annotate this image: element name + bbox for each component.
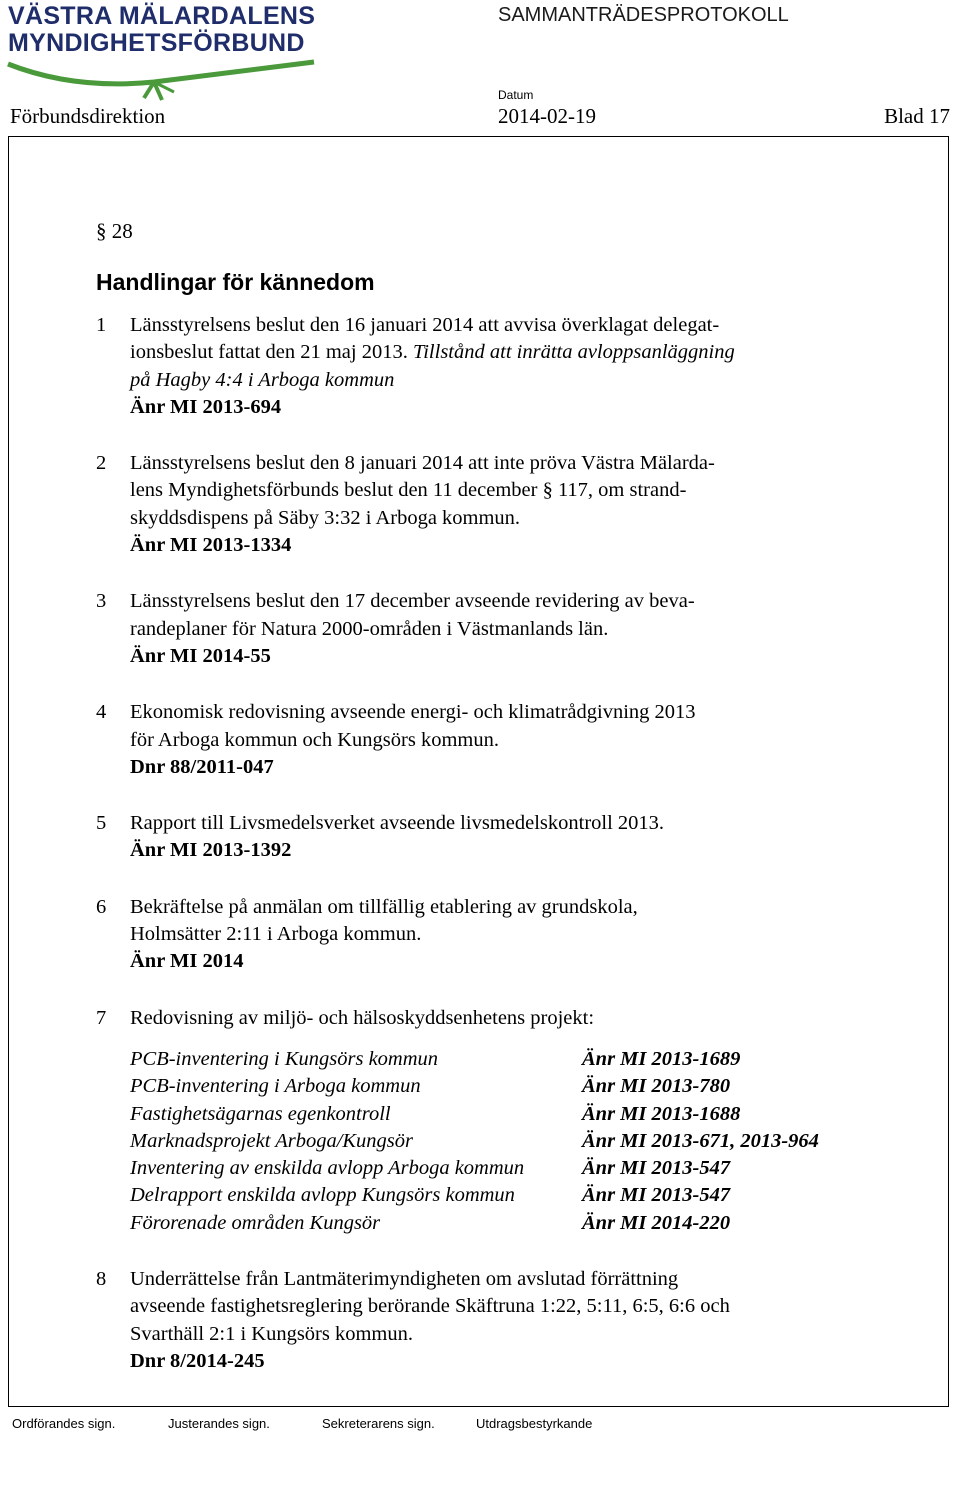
item-text-line: för Arboga kommun och Kungsörs kommun. [130, 728, 499, 751]
project-row [130, 1182, 819, 1209]
item-text-line: lens Myndighetsförbunds beslut den 11 december § 117, om strand- [130, 479, 687, 502]
item-text-line: Holmsätter 2:11 i Arboga kommun. [130, 923, 422, 946]
project-row [130, 1128, 819, 1155]
project-reference: Änr MI 2013-547 [582, 1157, 731, 1180]
section-title: Handlingar för kännedom [96, 269, 375, 295]
project-name: Förorenade områden Kungsör [130, 1211, 381, 1234]
organization-logo [4, 0, 324, 100]
project-row [130, 1101, 819, 1128]
item-body [130, 450, 870, 559]
item-number: 2 [96, 452, 107, 475]
item-text-line: Rapport till Livsmedelsverket avseende livsmedelskontroll 2013. [130, 812, 665, 835]
project-row [130, 1210, 819, 1237]
item-text-line: Bekräftelse på anmälan om tillfällig etablering av grundskola, [130, 895, 638, 918]
date-value: 2014-02-19 [498, 104, 596, 128]
list-item [96, 312, 896, 421]
item-reference: Dnr 88/2011-047 [130, 755, 274, 778]
list-item [96, 810, 896, 865]
project-name: Inventering av enskilda avlopp Arboga kommun [130, 1157, 525, 1180]
project-row [130, 1155, 819, 1182]
item-body [130, 699, 870, 781]
extract-certification-label: Utdragsbestyrkande [476, 1416, 593, 1431]
document-type: SAMMANTRÄDESPROTOKOLL [498, 4, 789, 26]
chair-signature-label: Ordförandes sign. [12, 1416, 116, 1431]
project-name: PCB-inventering i Arboga kommun [130, 1075, 421, 1098]
logo-swoosh-icon [4, 56, 324, 104]
item-italic-line: på Hagby 4:4 i Arboga kommun [130, 368, 395, 391]
project-reference: Änr MI 2013-780 [582, 1075, 731, 1098]
project-table [130, 1046, 819, 1237]
item-reference: Änr MI 2014-55 [130, 644, 271, 667]
project-name: Marknadsprojekt Arboga/Kungsör [130, 1129, 414, 1152]
item-reference: Änr MI 2013-694 [130, 395, 282, 418]
logo-text-line1: VÄSTRA MÄLARDALENS [8, 2, 316, 30]
item-number: 6 [96, 895, 107, 918]
logo-text-line2: MYNDIGHETSFÖRBUND [8, 29, 305, 57]
item-text-line: Redovisning av miljö- och hälsoskyddsenhetens projekt: [130, 1006, 595, 1029]
list-item [96, 1266, 896, 1375]
list-item [96, 588, 896, 670]
item-text-line: Underrättelse från Lantmäterimyndigheten om avslutad förrättning [130, 1268, 679, 1291]
project-name: PCB-inventering i Kungsörs kommun [130, 1047, 439, 1070]
project-reference: Änr MI 2014-220 [582, 1211, 731, 1234]
list-item [96, 894, 896, 976]
item-number: 8 [96, 1268, 107, 1291]
project-reference: Änr MI 2013-547 [582, 1184, 731, 1207]
item-text-line: Svarthäll 2:1 i Kungsörs kommun. [130, 1322, 414, 1345]
project-name: Delrapport enskilda avlopp Kungsörs kommun [130, 1184, 515, 1207]
list-item [96, 1005, 896, 1237]
item-body [130, 1266, 870, 1375]
item-reference: Dnr 8/2014-245 [130, 1349, 265, 1372]
item-body [130, 894, 870, 976]
project-reference: Änr MI 2013-1689 [582, 1047, 741, 1070]
project-reference: Änr MI 2013-671, 2013-964 [582, 1129, 819, 1152]
item-italic-text: Tillstånd att inrätta avloppsanläggning [407, 341, 735, 364]
item-number: 7 [96, 1006, 107, 1029]
project-row [130, 1046, 819, 1073]
item-text-line: skyddsdispens på Säby 3:32 i Arboga kommun. [130, 506, 521, 529]
item-text-line: Ekonomisk redovisning avseende energi- och klimatrådgivning 2013 [130, 701, 696, 724]
item-number: 1 [96, 314, 107, 336]
item-reference: Änr MI 2014 [130, 950, 244, 973]
sheet-number: Blad 17 [884, 104, 950, 128]
item-number: 5 [96, 812, 107, 835]
item-text-line: avseende fastighetsreglering berörande Skäftruna 1:22, 5:11, 6:5, 6:6 och [130, 1295, 730, 1318]
list-item [96, 450, 896, 559]
department-name: Förbundsdirektion [10, 104, 166, 128]
project-reference: Änr MI 2013-1688 [582, 1102, 741, 1125]
adjuster-signature-label: Justerandes sign. [168, 1416, 270, 1431]
item-body [130, 588, 870, 670]
item-body [130, 810, 870, 865]
item-reference: Änr MI 2013-1392 [130, 839, 292, 862]
project-row [130, 1073, 819, 1100]
item-reference: Änr MI 2013-1334 [130, 534, 292, 557]
list-item [96, 699, 896, 781]
item-text-line: Länsstyrelsens beslut den 8 januari 2014 att inte pröva Västra Mälarda- [130, 452, 715, 475]
secretary-signature-label: Sekreterarens sign. [322, 1416, 435, 1431]
item-text: ionsbeslut fattat den 21 maj 2013. [130, 341, 408, 364]
project-name: Fastighetsägarnas egenkontroll [130, 1102, 391, 1125]
footer-divider [8, 1406, 949, 1407]
item-text-line: Länsstyrelsens beslut den 16 januari 2014 att avvisa överklagat delegat- [130, 314, 720, 336]
date-label: Datum [498, 88, 534, 102]
paragraph-number: § 28 [96, 219, 133, 243]
item-number: 3 [96, 590, 107, 613]
item-text-line [130, 339, 870, 366]
item-body [130, 1005, 870, 1237]
item-text-line: Länsstyrelsens beslut den 17 december avseende revidering av beva- [130, 590, 695, 613]
item-text-line: randeplaner för Natura 2000-områden i Västmanlands län. [130, 617, 609, 640]
item-number: 4 [96, 701, 107, 724]
item-list [96, 312, 896, 1404]
item-body [130, 312, 870, 421]
